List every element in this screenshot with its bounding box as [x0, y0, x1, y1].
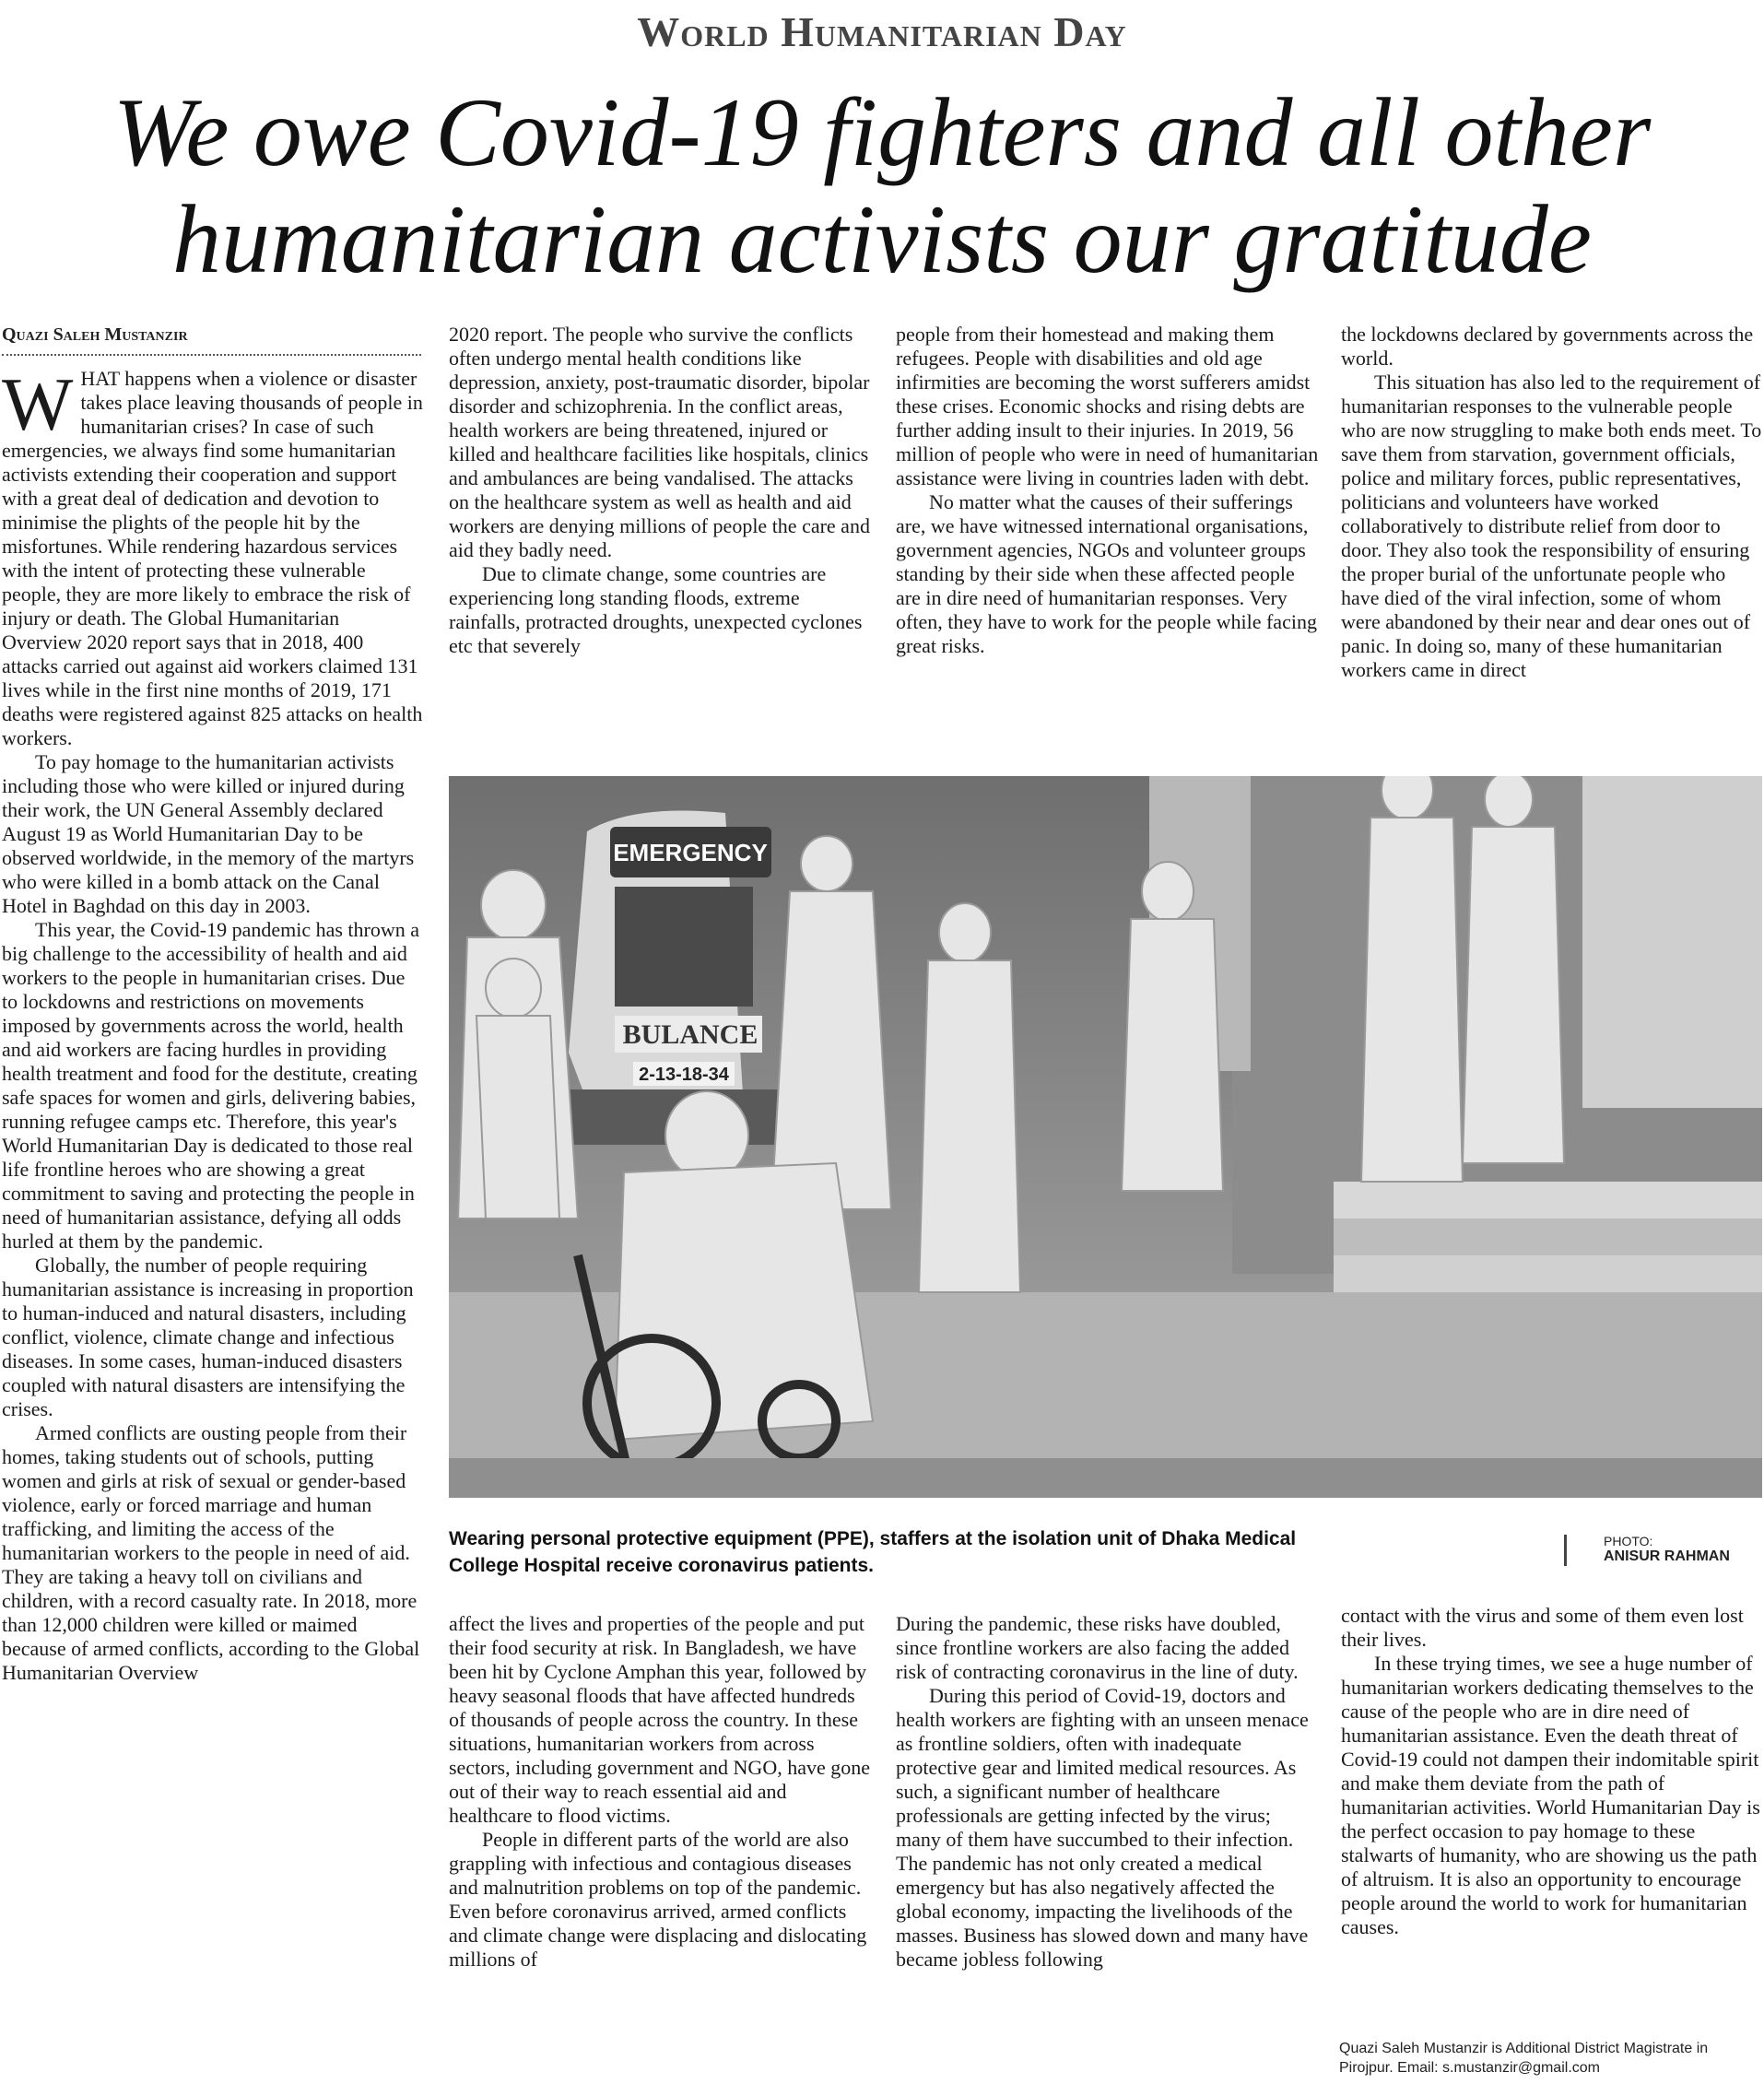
paragraph: WHAT happens when a violence or disaster takes place leaving thousands of people in humanitarian crises? In case of such emergencies, we always find some humanitarian activists extending their cooperation and support with a great deal of dedication and devotion to minimise the plights of the people hit by the misfortunes. While rendering hazardous services with the intent of protecting these vulnerable people, they are more likely to embrace the risk of injury or death. The Global Humanitarian Overview 2020 report says that in 2018, 400 attacks carried out against aid workers claimed 131 lives while in the first nine months of 2019, 171 deaths were registered against 825 attacks on health workers. [2, 362, 423, 749]
ambulance-sign-lettering: BULANCE [622, 1019, 759, 1050]
author-footnote: Quazi Saleh Mustanzir is Additional District Magistrate in Pirojpur. Email: s.mustanzir@gmail.com [1339, 2041, 1709, 2076]
article-column-4-bottom [1341, 1604, 1762, 1939]
credit-divider [1564, 1535, 1567, 1566]
paragraph: Armed conflicts are ousting people from their homes, taking students out of schools, putting women and girls at risk of sexual or gender-based violence, early or forced marriage and human trafficking, and limiting the access of the humanitarian workers to the people in need of aid. They are taking a heavy toll on civilians and children, with a record casualty rate. In 2018, more than 12,000 children were killed or maimed because of armed conflicts, according to the Global Humanitarian Overview [2, 1421, 420, 1684]
photo-caption: Wearing personal protective equipment (PPE), staffers at the isolation unit of Dhaka Medical College Hospital receive coronavirus patients. [449, 1528, 1297, 1576]
paragraph: People in different parts of the world are also grappling with infectious and contagious diseases and malnutrition problems on top of the pandemic. Even before coronavirus arrived, armed conflicts and climate change were displacing and dislocating millions of [449, 1828, 867, 1971]
paragraph: Due to climate change, some countries are experiencing long standing floods, extreme rainfalls, protracted droughts, unexpected cyclones etc that severely [449, 562, 863, 657]
paragraph: No matter what the causes of their sufferings are, we have witnessed international organisations, government agencies, NGOs and volunteer groups standing by their side when these affected people are in dire need of humanitarian responses. Very often, they have to work for the people while facing great risks. [896, 490, 1317, 657]
photo-credit-name: ANISUR RAHMAN [1604, 1548, 1730, 1564]
article-column-4-top [1341, 323, 1762, 682]
photo-credit-label: PHOTO: [1604, 1534, 1653, 1548]
article-column-3-bottom [896, 1612, 1320, 1972]
paragraph: To pay homage to the humanitarian activists including those who were killed or injured during their work, the UN General Assembly declared August 19 as World Humanitarian Day to be observed worldwide, in the memory of the martyrs who were killed in a bomb attack on the Canal Hotel in Baghdad on this day in 2003. [2, 750, 415, 917]
paragraph: people from their homestead and making them refugees. People with disabilities and old age infirmities are becoming the worst sufferers amidst these crises. Economic shocks and rising debts are further adding insult to their injuries. In 2019, 56 million of people who were in need of humanitarian assistance were living in countries laden with debt. [896, 323, 1319, 489]
paragraph: Globally, the number of people requiring humanitarian assistance is increasing in proportion to human-induced and natural disasters, including conflict, violence, climate change and infectious diseases. In some cases, human-induced disasters coupled with natural disasters are intensifying the crises. [2, 1254, 414, 1420]
paragraph: In these trying times, we see a huge number of humanitarian workers dedicating themselves to the cause of the people who are in dire need of humanitarian assistance. Even the death threat of Covid-19 could not dampen their indomitable spirit and make them deviate from the path of humanitarian activities. World Humanitarian Day is the perfect occasion to pay homage to these stalwarts of humanity, who are showing us the path of altruism. It is also an opportunity to encourage people around the world to work for humanitarian causes. [1341, 1652, 1760, 1938]
article-column-1 [2, 362, 424, 1685]
headline: We owe Covid-19 fighters and all other humanitarian activists our gratitude [112, 78, 1652, 293]
paragraph: affect the lives and properties of the people and put their food security at risk. In Bangladesh, we have been hit by Cyclone Amphan this year, followed by heavy seasonal floods that have affected hundreds of thousands of people across the country. In these situations, humanitarian workers from across sectors, including government and NGO, have gone out of their way to reach essential aid and healthcare to flood victims. [449, 1612, 870, 1827]
paragraph: This year, the Covid-19 pandemic has thrown a big challenge to the accessibility of health and aid workers to the people in humanitarian crises. Due to lockdowns and restrictions on movements imposed by governments across the world, health and aid workers are facing hurdles in providing health treatment and food for the destitute, creating safe spaces for women and girls, delivering babies, running refugee camps etc. Therefore, this year's World Humanitarian Day is dedicated to those real life frontline heroes who are showing a great commitment to saving and protecting the people in need of humanitarian assistance, defying all odds hurled at them by the pandemic. [2, 918, 420, 1253]
photo-credit [1604, 1534, 1730, 1565]
ambulance-sign-emergency: EMERGENCY [613, 839, 768, 866]
paragraph: During this period of Covid-19, doctors and health workers are fighting with an unseen menace as frontline soldiers, often with inadequate protective gear and limited medical resources. As such, a significant number of healthcare professionals are getting infected by the virus; many of them have succumbed to their infection. The pandemic has not only created a medical emergency but has also negatively affected the global economy, impacting the livelihoods of the masses. Business has slowed down and many have became jobless following [896, 1684, 1309, 1971]
paragraph: the lockdowns declared by governments across the world. [1341, 323, 1754, 370]
ambulance-number-plate: 2-13-18-34 [639, 1065, 729, 1085]
paragraph: This situation has also led to the requirement of humanitarian responses to the vulnerable people who are now struggling to make both ends meet. To save them from starvation, government officials, police and military forces, public representatives, politicians and volunteers have worked collaboratively to distribute relief from door to door. They also took the responsibility of ensuring the proper burial of the unfortunate people who have died of the viral infection, some of whom were abandoned by their near and dear ones out of panic. In doing so, many of these humanitarian workers came in direct [1341, 371, 1762, 681]
paragraph: contact with the virus and some of them even lost their lives. [1341, 1604, 1744, 1651]
news-photo [449, 776, 1762, 1498]
byline: Quazi Saleh Mustanzir [2, 324, 188, 345]
article-column-3-top [896, 323, 1320, 658]
article-column-2-bottom [449, 1612, 873, 1972]
paragraph: 2020 report. The people who survive the conflicts often undergo mental health conditions like depression, anxiety, post-traumatic disorder, bipolar disorder and schizophrenia. In the conflict areas, health workers are being threatened, injured or killed and healthcare facilities like hospitals, clinics and ambulances are being vandalised. The attacks on the healthcare system as well as health and aid workers are denying millions of people the care and aid they badly need. [449, 323, 870, 561]
section-kicker: World Humanitarian Day [637, 8, 1127, 55]
byline-divider [2, 354, 421, 356]
paragraph: During the pandemic, these risks have doubled, since frontline workers are also facing the added risk of contracting coronavirus in the line of duty. [896, 1612, 1299, 1683]
article-column-2-top [449, 323, 873, 658]
drop-cap: W [2, 362, 74, 446]
